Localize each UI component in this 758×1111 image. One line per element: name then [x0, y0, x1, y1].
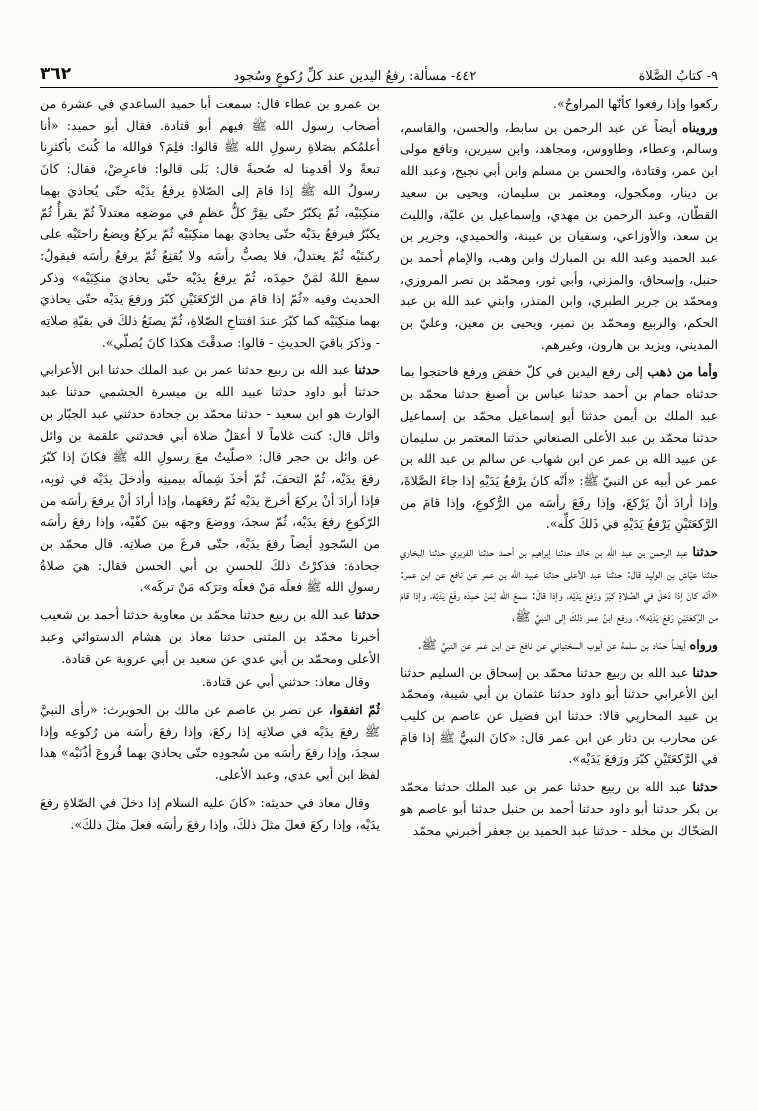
lead-word: حدثنا	[354, 362, 380, 378]
paragraph	[40, 604, 380, 669]
lead-word: ورواه	[689, 636, 718, 652]
paragraph-text: عبد الله بن ربيع حدثنا عمر بن عبد الملك حدثنا محمّد بن بكر حدثنا أبو داود حدثنا أحمد بن حنبل حدثنا أبو عاصم هو الضحّاك بن مخلد - حدثنا عبد الحميد بن جعفر أخبرني محمّد	[400, 779, 718, 838]
paragraph-text: أيضاً عن عبد الرحمن بن سابط، والحسن، والقاسم، وسالم، وعطاء، وطاووس، ومجاهد، وابن سيرين، ونافع مولى ابن عمر، وقتادة، والحسن بن مسلم وابن أبي نجيح، وعبد الله بن دينار، ومكحول، ومعتمر بن سليمان، ويحيى بن سعيد القطّان، وعبد الرحمن بن مهدي، وإسماعيل بن عليّة، والليث بن سعد، والأوزاعي، وسفيان بن عيينة، والحميدي، وجرير بن عبد الحميد وعبد الله بن المبارك وابن وهب، والإمام أحمد بن حنبل، وإسحاق، والمزني، وأبي ثور، ومحمّد بن نصر المروزي، ومحمّد بن جرير الطبري، وابن المنذر، وابني عبد الله بن عبد الحكم، والربيع ومحمّد بن نمير، ويحيى بن معين، وعليّ بن المديني، ويزيد بن هارون، وغيرهم.	[400, 119, 718, 352]
header-rule	[40, 87, 718, 88]
paragraph	[400, 634, 718, 656]
page-number: ٣٦٢	[40, 64, 72, 84]
paragraph-text: عبد الله بن ربيع حدثنا محمّد بن إسحاق بن السليم حدثنا ابن الأعرابي حدثنا أبو داود حدثنا عثمان بن أبي شيبة، ومحمّد بن عبيد المحاربي قالا: حدثنا ابن فضيل عن عاصم بن كليب عن محارب بن دثار عن ابن عمر قال: «كانَ النبيُّ ﷺ إذا قامَ في الرَّكعَتَيْنِ كبّرَ ورَفعَ يَدَيْه».	[400, 664, 718, 767]
paragraph	[400, 541, 718, 628]
right-column	[400, 93, 718, 1103]
paragraph	[40, 359, 380, 598]
lead-word: حدثنا	[692, 779, 718, 795]
paragraph: وقال معاذ: حدثني أبي عن قتادة.	[201, 674, 370, 690]
lead-word: ورويناه	[682, 119, 718, 135]
paragraph-text: أيضاً حمّاد بن سلمة عن أيوب السختياني عن نافع عن ابن عمر عن النبيِّ ﷺ.	[417, 636, 686, 652]
page-header	[40, 60, 718, 84]
paragraph	[400, 662, 718, 771]
lead-word: ثُمّ اتفقوا،	[328, 701, 380, 717]
lead-word: حدثنا	[692, 544, 718, 560]
chapter-title: ٩- كتابُ الصَّلاة	[638, 69, 718, 84]
left-column	[40, 93, 380, 1103]
paragraph-text: عبد الله بن ربيع حدثنا محمّد بن معاوية حدثنا أحمد بن شعيب أخبرنا محمّد بن المثنى حدثنا معاذ بن هشام الدستوائي وعبد الأعلى ومحمّد بن أبي عدي عن سعيد بن أبي عروبة عن قتادة.	[40, 607, 380, 666]
paragraph-text: عبد الله بن ربيع حدثنا عمر بن عبد الملك حدثنا ابن الأعرابي حدثنا أبو داود حدثنا عبيد الله بن ميسرة الجشمي حدثنا عبد الوارث هو ابن سعيد - حدثنا محمّد بن جحادة حدثني عبد الجبّار بن وائل قال: كنت غلاماً لا أعقلُ صلاة أبي فحدثني علقمة بن وائل عن وائل بن حجر قال: «صلّيتُ معَ رسولِ الله ﷺ فكانَ إذا كبّرَ رفعَ يدَيْه، ثُمّ التحفَ، ثُمّ أخذَ شِمالَه بيمينِه وأدخلَ يدَيْه في ثوبِه، فإذا أرادَ أنْ يركعَ أخرجَ يدَيْه ثُمّ رفعَهما، وإذا أرادَ أنْ يرفعَ رأسَه من الرّكوعِ رفعَ يدَيْه، ثُمّ سجدَ، ووضعَ وجهَه بينَ كفّيْه، وإذا رفعَ رأسَه من السّجودِ أيضاً رفعَ يدَيْه، حتّى فرغَ من صلاتِه. قال محمّد بن جحادة: فذكرْتُ ذلكَ للحسنِ بن أبي الحسن فقال: هيَ صلاةُ رسولِ الله ﷺ فعلَه مَنْ فعلَه وترَكه مَنْ تركَه».	[40, 362, 380, 595]
paragraph	[400, 361, 718, 535]
paragraph	[400, 117, 718, 356]
lead-word: حدثنا	[354, 607, 380, 623]
lead-word: وأما من ذهب	[647, 364, 718, 380]
paragraph-text: عبد الرحمن بن عبد الله بن خالد حدثنا إبراهيم بن أحمد حدثنا الفربري حدثنا البخاري حدثنا عيّاش بن الوليد قال: حدثنا عبد الأعلى حدثنا عبيد الله بن عمر عن نافع عن ابن عمر: «أنّه كانَ إذا دَخلَ في الصَّلاةِ كبّرَ ورَفعَ يَدَيْه، وإذا قالَ: سمعَ الله لِمَنْ حَمِدَه رفَعَ يَدَيْه، وإذا قامَ من الرَّكعَتَيْنِ رَفعَ يَدَيْه»، ورفع ابنُ عمر ذلكَ إلى النبيِّ ﷺ.	[400, 544, 718, 625]
section-title: ٤٤٢- مسألة: رفعُ اليدين عند كلِّ رُكوعٍ وسُجود	[233, 69, 477, 84]
paragraph: ركعوا وإذا رفعوا كأنّها المراوحُ».	[552, 96, 718, 111]
paragraph: بن عمرو بن عطاء قال: سمعت أبا حميد الساعدي في عشرة من أصحاب رسول الله ﷺ فيهم أبو قتادة. فقال أبو حميد: «أنا أعلمُكم بصَلاةِ رسولِ الله ﷺ قالوا: فلِمَ؟ فوالله ما كُنتَ بأكثرِنا تبعةً ولا أقدمِنا له صُحبةً قال: بَلى قالوا: فاعرِضْ، فقال: كانَ رسولُ الله ﷺ إذا قامَ إلى الصّلاةِ يرفعُ يدَيْه حتّى يُحاذيَ بهما منكِبَيْه، ثُمّ يكبّرُ حتّى يقِرَّ كلُّ عظمٍ في موضعِه معتدلاً ثُمّ يقرأُ ثُمّ يكبّرُ فيرفعُ يدَيْه حتّى يحاذيَ بهما منكِبَيْه ثُمّ يركعُ ويضعُ راحتَيْه على ركبتَيْه ثُمّ يعتدلُ، فلا يصبُّ رأسَه ولا يُقنِعُ ثُمّ يرفعُ رأسَه فيقولُ: سمعَ اللهُ لمَنْ حمِدَه، ثُمّ يرفعُ يدَيْه حتّى يحاذيَ منكِبَيْه» وذكر الحديث وفيه «ثُمّ إذا قامَ من الرّكعَتَيْنِ كبّرَ ورفعَ يدَيْه حتّى يحاذيَ بهما منكِبَيْه كما كبّرَ عندَ افتتاحِ الصّلاةِ، ثُمّ يصنَعُ ذلكَ في بقيّةِ صلاتِه - وذكرَ باقيَ الحديثِ - قالوا: صدقْتَ هكذا كانَ يُصلّي».	[40, 96, 380, 350]
paragraph-text: إلى رفع اليدين في كلّ خفض ورفع فاحتجوا بما حدثناه حمام بن أحمد حدثنا عباس بن أصبغ حدثنا محمّد بن عبد الملك بن أيمن حدثنا أبو إسماعيل محمّد بن إسماعيل حدثنا محمّد بن عبد الأعلى الصنعاني حدثنا المعتمر بن سليمان عن عبيد الله بن عمر عن ابن شهاب عن سالم بن عبد الله بن عمر عن أبيه عن النبيّ ﷺ: «أنّه كانَ يرْفعُ يَدَيْهِ إذا جاءَ الصَّلاةَ، وإذا أرادَ أنْ يَرْكعَ، وإذا رفَعَ رأسَه من الرُّكوعِ، وإذا قامَ من الرَّكعَتَيْنِ يَرْفعُ يَدَيْهِ في ذَلكَ كلِّه».	[400, 364, 718, 532]
paragraph: وقال معاذ في حديثه: «كانَ عليه السلام إذا دخلَ في الصّلاةِ رفعَ يدَيْه، وإذا ركعَ فعلَ مثلَ ذلكَ، وإذا رفعَ رأسَه فعلَ مثلَ ذلكَ».	[40, 794, 380, 832]
paragraph-text: عن نصر بن عاصم عن مالك بن الحويرث: «رأى النبيَّ ﷺ رفعَ يدَيْه في صلاتِه إذا ركعَ، وإذا رفعَ رأسَه من رُكوعِه وإذا سجدَ، وإذا رفعَ رأسَه من سُجودِه حتّى يحاذيَ بهما فُروعَ أذُنَيْه» هذا لفظ ابن أبي عدي، وعبد الأعلى.	[40, 701, 380, 783]
paragraph	[400, 776, 718, 841]
lead-word: حدثنا	[692, 664, 718, 680]
paragraph	[40, 699, 380, 786]
